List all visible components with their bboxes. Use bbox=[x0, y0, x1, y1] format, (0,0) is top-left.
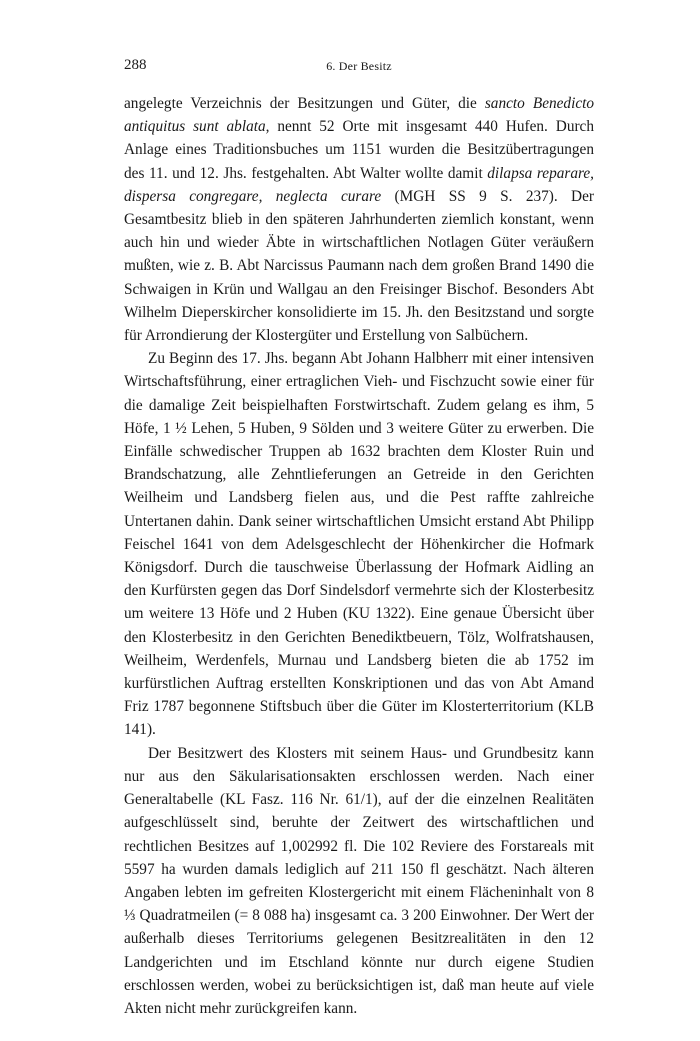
latin-quote: dilapsa reparare, dispersa congregare, neglecta curare bbox=[124, 164, 594, 205]
paragraph-1 bbox=[124, 92, 594, 347]
text-run: (MGH SS 9 S. 237). Der Gesamtbesitz blieb in den späteren Jahrhunderten ziemlich konstant, wenn auch hin und wieder Äbte in wirtschaftlichen Notlagen Güter veräußern mußten, wie z. B. Abt Narcissus Paumann nach dem großen Brand 1490 die Schwaigen in Krün und Wallgau an den Freisinger Bischof. Besonders Abt Wilhelm Dieperskircher konsolidierte im 15. Jh. den Besitzstand und sorgte für Arrondierung der Klostergüter und Erstellung von Salbüchern. bbox=[124, 187, 594, 345]
latin-quote: sancto Benedicto antiquitus sunt ablata, bbox=[124, 95, 595, 136]
paragraph-2 bbox=[124, 347, 594, 741]
body-text bbox=[124, 92, 594, 1020]
text-run: Zu Beginn des 17. Jhs. begann Abt Johann Halbherr mit einer intensiven Wirtschaftsführung, einer ertraglichen Vieh- und Fischzucht sowie einer für die damalige Zeit beispielhaften Forstwirtschaft. Zudem gelang es ihm, 5 Höfe, 1 ½ Lehen, 5 Huben, 9 Sölden und 3 weitere Güter zu erwerben. Die Einfälle schwedischer Truppen ab 1632 brachten dem Kloster Ruin und Brandschatzung, alle Zehntlieferungen an Getreide in den Gerichten Weilheim und Landsberg fielen aus, und die Pest raffte zahlreiche Untertanen dahin. Dank seiner wirtschaftlichen Umsicht erstand Abt Philipp Feischel 1641 von dem Adelsgeschlecht der Höhenkircher die Hofmark Königsdorf. Durch die tauschweise Überlassung der Hofmark Aidling an den Kurfürsten gegen das Dorf Sindelsdorf vermehrte sich der Klosterbesitz um weitere 13 Höfe und 2 Huben (KU 1322). Eine genaue Übersicht über den Klosterbesitz in den Gerichten Benediktbeuern, Tölz, Wolfratshausen, Weilheim, Werdenfels, Murnau und Landsberg bieten die ab 1752 im kurfürstlichen Auftrag erstellten Konskriptionen und das von Abt Amand Friz 1787 begonnene Stiftsbuch über die Güter im Klosterterritorium (KLB 141). bbox=[124, 350, 594, 739]
paragraph-3 bbox=[124, 742, 594, 1020]
page-number: 288 bbox=[124, 57, 147, 73]
page-header bbox=[124, 57, 594, 79]
text-run: nennt 52 Orte mit insgesamt 440 Hufen. Durch Anlage eines Traditionsbuches um 1151 wurden die Besitzübertragungen des 11. und 12. Jhs. festgehalten. Abt Walter wollte damit bbox=[124, 118, 594, 182]
text-run: angelegte Verzeichnis der Besitzungen und Güter, die bbox=[124, 95, 485, 112]
running-head: 6. Der Besitz bbox=[326, 59, 392, 73]
text-run: Der Besitzwert des Klosters mit seinem Haus- und Grundbesitz kann nur aus den Säkularisationsakten erschlossen werden. Nach einer Generaltabelle (KL Fasz. 116 Nr. 61/1), auf der die einzelnen Realitäten aufgeschlüsselt sind, beruhte der Zeitwert des wirtschaftlichen und rechtlichen Besitzes auf 1,002992 fl. Die 102 Reviere des Forstareals mit 5597 ha wurden damals lediglich auf 211 150 fl geschätzt. Nach älteren Angaben lebten im gefreiten Klostergericht mit einem Flächeninhalt von 8 ⅓ Quadratmeilen (= 8 088 ha) insgesamt ca. 3 200 Einwohner. Der Wert der außerhalb dieses Territoriums gelegenen Besitzrealitäten in den 12 Landgerichten und im Etschland könnte nur durch eigene Studien erschlossen werden, wobei zu berücksichtigen ist, daß man heute auf viele Akten nicht mehr zurückgreifen kann. bbox=[124, 744, 594, 1017]
